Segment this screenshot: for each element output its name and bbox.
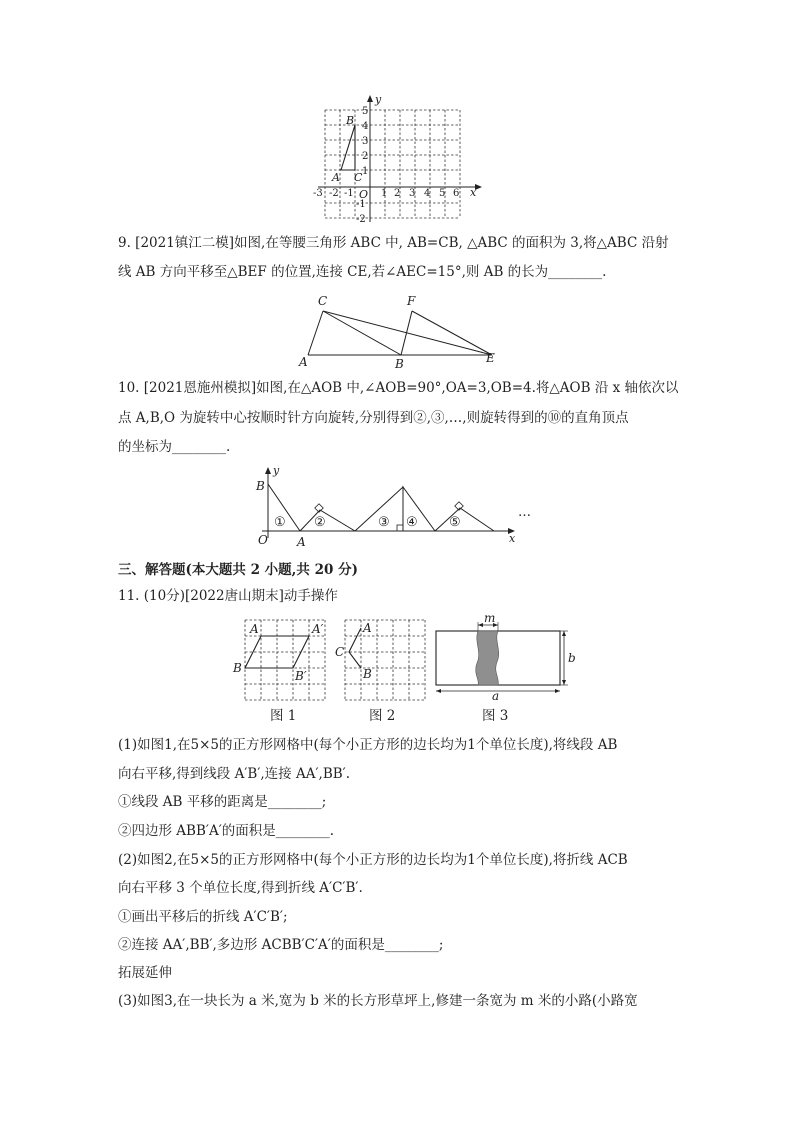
q10-figure <box>0 460 794 560</box>
fig3-m-label: m <box>484 611 496 625</box>
q9-point-c-label: C <box>318 294 328 308</box>
q10-ellipsis: … <box>518 505 531 520</box>
y-tick-labels <box>356 106 368 225</box>
fig2-caption: 图 2 <box>369 708 396 724</box>
x-tick: 2 <box>394 188 401 199</box>
coordinate-grid-figure <box>0 0 794 240</box>
fig2-c-label: C <box>335 645 345 659</box>
q10-label-5: ⑤ <box>449 515 461 530</box>
q10-label-3: ③ <box>378 515 390 530</box>
q11-p3-line1: (3)如图3,在一块长为 a 米,宽为 b 米的长方形草坪上,修建一条宽为 m 米的小路(小路宽 <box>118 993 638 1009</box>
q11-p1-line2: 向右平移,得到线段 A′B′,连接 AA′,BB′. <box>118 766 351 782</box>
q9-figure <box>0 285 794 375</box>
q10-text-line1: 10. [2021恩施州模拟]如图,在△AOB 中,∠AOB=90°,OA=3,OB=4.将△AOB 沿 x 轴依次以 <box>118 380 679 396</box>
q10-x-label: x <box>509 532 516 545</box>
fig3-b-label: b <box>568 651 576 665</box>
q11-p1-b: ②四边形 ABB′A′的面积是________. <box>118 823 335 839</box>
q9-point-f-label: F <box>407 294 416 308</box>
q10-point-a-label: A <box>297 535 306 549</box>
y-axis-arrow-icon <box>367 95 373 102</box>
x-axis-label: x <box>470 186 477 199</box>
q10-label-4: ④ <box>406 515 418 530</box>
q9-point-b-label: B <box>395 357 404 371</box>
q11-p1-a: ①线段 AB 平移的距离是________; <box>118 794 327 810</box>
x-tick: 1 <box>381 188 388 199</box>
fig1-b-prime-label: B′ <box>295 669 307 683</box>
x-tick-labels <box>313 188 459 199</box>
x-tick: 3 <box>409 188 416 199</box>
y-tick: 2 <box>362 151 369 162</box>
q9-point-e-label: E <box>486 351 495 365</box>
q9-point-a-label: A <box>299 355 308 369</box>
y-tick: 4 <box>362 121 369 132</box>
fig1-b-label: B <box>233 661 242 675</box>
fig1-a-prime-label: A′ <box>312 622 324 636</box>
fig2-a-label: A <box>363 621 372 635</box>
fig1-a-label: A <box>250 622 259 636</box>
q10-label-1: ① <box>274 515 286 530</box>
x-tick: -2 <box>329 188 339 199</box>
y-tick: 3 <box>362 136 369 147</box>
q11-p2-line2: 向右平移 3 个单位长度,得到折线 A′C′B′. <box>118 880 363 896</box>
y-axis-label: y <box>375 93 382 106</box>
origin-label: O <box>359 188 369 201</box>
q10-y-label: y <box>273 464 280 477</box>
fig2-b-label: B <box>363 667 372 681</box>
y-tick: 5 <box>362 106 369 117</box>
fig1-caption: 图 1 <box>270 708 297 724</box>
q11-p1-line1: (1)如图1,在5×5的正方形网格中(每个小正方形的边长均为1个单位长度),将线段 AB <box>118 737 618 753</box>
section-3-heading: 三、解答题(本大题共 2 小题,共 20 分) <box>118 562 358 578</box>
q11-p2-a: ①画出平移后的折线 A′C′B′; <box>118 909 288 925</box>
fig3-a-label: a <box>492 689 500 703</box>
y-tick: -1 <box>356 199 366 210</box>
point-a-label: A <box>332 171 340 184</box>
q9-text-line2: 线 AB 方向平移至△BEF 的位置,连接 CE,若∠AEC=15°,则 AB 的长为________. <box>118 264 607 280</box>
q10-text-line2: 点 A,B,O 为旋转中心按顺时针方向旋转,分别得到②,③,…,则旋转得到的⑩的直角顶点 <box>118 410 629 426</box>
q10-point-b-label: B <box>256 479 265 493</box>
x-tick: 5 <box>439 188 446 199</box>
x-tick: -1 <box>344 188 354 199</box>
fig3-caption: 图 3 <box>482 708 509 724</box>
q11-p2-b: ②连接 AA′,BB′,多边形 ACBB′C′A′的面积是________; <box>118 937 444 953</box>
y-tick: -2 <box>356 214 366 225</box>
q11-p2-line1: (2)如图2,在5×5的正方形网格中(每个小正方形的边长均为1个单位长度),将折线 ACB <box>118 852 628 868</box>
triangle-abc <box>341 125 355 170</box>
y-tick: 1 <box>362 166 369 177</box>
q10-label-2: ② <box>314 515 326 530</box>
x-tick: 6 <box>453 188 460 199</box>
point-b-label: B <box>346 114 355 127</box>
q11-heading: 11. (10分)[2022唐山期末]动手操作 <box>118 588 338 604</box>
q11-figure-3 <box>430 612 580 702</box>
q11-extension-heading: 拓展延伸 <box>118 965 172 981</box>
q9-text-line1: 9. [2021镇江二模]如图,在等腰三角形 ABC 中, AB=CB, △ABC 的面积为 3,将△ABC 沿射 <box>118 235 669 251</box>
q10-y-arrow-icon <box>265 467 271 474</box>
point-c-label: C <box>354 171 363 184</box>
x-tick: -3 <box>313 188 323 199</box>
x-tick: 4 <box>424 188 431 199</box>
q10-text-line3: 的坐标为________. <box>118 439 231 455</box>
q10-origin-label: O <box>258 533 268 547</box>
